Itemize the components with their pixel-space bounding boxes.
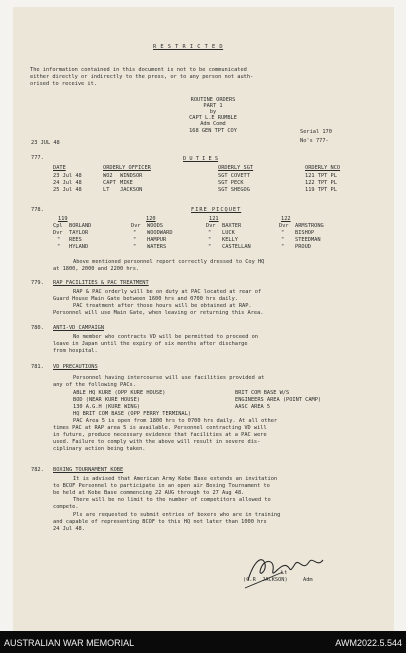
section-777-number: 777. xyxy=(31,155,44,161)
archive-institution: AUSTRALIAN WAR MEMORIAL xyxy=(4,638,135,648)
duty-row-1-sgt: SGT COVETT xyxy=(218,173,250,179)
picquet-r4-name-4: PROUD xyxy=(295,244,311,250)
sec782-line-7: and capable of representing BCOF to this HQ not later than 1000 hrs xyxy=(53,519,267,525)
picquet-r3-rank-4: " xyxy=(281,237,285,243)
duties-col-nco: ORDERLY NCO xyxy=(305,165,341,171)
pac-location-4: HQ BRIT COM BASE (OPP FERRY TERMINAL) xyxy=(73,411,191,417)
pac-location-6: ENGINEERS AREA (POINT CAMP) xyxy=(235,397,322,403)
picquet-r4-rank-1: " xyxy=(57,244,61,250)
picquet-r1-rank-2: Dvr xyxy=(131,223,141,229)
duty-row-2-nco: 122 TPT PL xyxy=(305,180,337,186)
section-782-heading: BOXING TOURNAMENT KOBE xyxy=(53,467,124,473)
picquet-r1-rank-4: Dvr xyxy=(279,223,289,229)
picquet-text-1: Above mentioned personnel report correctly dressed to Coy HQ xyxy=(73,259,265,265)
title-by: by xyxy=(209,109,217,115)
sec782-line-8: 24 Jul 48. xyxy=(53,526,85,532)
duties-col-officer: ORDERLY OFFICER xyxy=(103,165,151,171)
picquet-r2-rank-2: " xyxy=(133,230,137,236)
section-778-number: 778. xyxy=(31,207,44,213)
picquet-r2-rank-4: " xyxy=(281,230,285,236)
duty-row-1-date: 23 Jul 48 xyxy=(53,173,82,179)
sec782-line-2: to BCOF Personnel to participate in an open air Boxing Tournament to xyxy=(53,483,270,489)
duty-row-3-sgt: SGT SHEGOG xyxy=(218,187,250,193)
picquet-platoon-121: 121 xyxy=(209,216,219,222)
duties-col-date: DATE xyxy=(53,165,66,171)
picquet-r3-name-1: REES xyxy=(69,237,82,243)
sec781-line-3: in future, produce necessary evidence that facilities at a PAC were xyxy=(53,432,267,438)
sec781-intro-2: any of the following PACs. xyxy=(53,382,136,388)
duty-row-3-officer: JACKSON xyxy=(120,187,143,193)
title-officer: CAPT L.E RUMBLE xyxy=(189,115,237,121)
title-adm-comd: Adm Comd xyxy=(200,121,226,127)
duty-row-2-rank: CAPT xyxy=(103,180,116,186)
duty-row-2-sgt: SGT PECK xyxy=(218,180,244,186)
duty-row-1-rank: WO2 xyxy=(103,173,113,179)
sec780-line-1: No member who contracts VD will be permitted to proceed on xyxy=(73,334,258,340)
signatory-rank: Lt xyxy=(281,570,288,576)
title-routine-orders: ROUTINE ORDERS xyxy=(190,97,236,103)
archive-reference: AWM2022.5.544 xyxy=(335,638,402,648)
sec780-line-3: from hospital. xyxy=(53,348,98,354)
sec782-line-5: compete. xyxy=(53,504,79,510)
order-numbers: No's 777- xyxy=(300,138,329,144)
section-780-heading: ANTI-VD CAMPAIGN xyxy=(53,325,105,331)
duty-row-2-officer: MIKE xyxy=(120,180,133,186)
duty-row-3-rank: LT xyxy=(103,187,110,193)
picquet-platoon-120: 120 xyxy=(146,216,156,222)
title-unit: 168 GEN TPT COY xyxy=(189,128,237,134)
section-779-number: 779. xyxy=(31,280,44,286)
picquet-r2-rank-1: Dvr xyxy=(53,230,63,236)
duty-row-2-date: 24 Jul 48 xyxy=(53,180,82,186)
picquet-r3-name-4: STEEDMAN xyxy=(295,237,321,243)
pac-location-1: ABLE HQ KURE (OPP KURE HOUSE) xyxy=(73,390,166,396)
section-778-heading: FIRE PICQUET xyxy=(191,207,242,213)
signatory-role: Adm xyxy=(303,577,313,583)
picquet-r4-rank-3: " xyxy=(208,244,212,250)
sec782-line-6: Pls are requested to submit entries of boxers who are in training xyxy=(73,512,281,518)
picquet-r2-name-1: TAYLOR xyxy=(69,230,89,236)
picquet-r4-rank-4: " xyxy=(281,244,285,250)
picquet-r1-name-3: BAXTER xyxy=(222,223,242,229)
notice-line-2: either directly or indirectly to the press, or to any person not auth- xyxy=(30,74,254,80)
picquet-r3-rank-3: " xyxy=(208,237,212,243)
sec781-line-1: PAC Area 5 is open from 1800 hrs to 0700 hrs daily. At all other xyxy=(73,418,278,424)
sec779-line-3: PAC treatment after those hours will be obtained at RAP. xyxy=(73,303,252,309)
picquet-r3-name-3: KELLY xyxy=(222,237,238,243)
picquet-platoon-119: 119 xyxy=(58,216,68,222)
sec781-intro-1: Personnel having intercourse will use facilities provided at xyxy=(73,375,265,381)
picquet-r4-name-3: CASTELLAN xyxy=(222,244,251,250)
duties-col-sgt: ORDERLY SGT xyxy=(218,165,254,171)
picquet-r1-name-1: BORLAND xyxy=(69,223,92,229)
sec780-line-2: leave in Japan until the expiry of six months after discharge xyxy=(53,341,248,347)
pac-location-3: 130 A.G.H (KURE WING) xyxy=(73,404,140,410)
picquet-r4-name-1: HYLAND xyxy=(69,244,89,250)
picquet-r2-name-2: WOODWARD xyxy=(147,230,173,236)
sec779-line-4: Personnel will use Main Gate, when leaving or returning this Area. xyxy=(53,310,264,316)
picquet-r2-name-3: LUCK xyxy=(222,230,235,236)
picquet-r3-rank-1: " xyxy=(57,237,61,243)
duty-row-1-officer: WINDSOR xyxy=(120,173,143,179)
handwritten-signature xyxy=(243,550,333,590)
picquet-platoon-122: 122 xyxy=(281,216,291,222)
pac-location-5: BRIT COM BASE W/S xyxy=(235,390,290,396)
picquet-r1-name-2: WOODS xyxy=(147,223,163,229)
picquet-text-2: at 1800, 2000 and 2200 hrs. xyxy=(53,266,140,272)
picquet-r4-rank-2: " xyxy=(133,244,137,250)
sec781-line-2: times PAC at RAP area 5 is available. Personnel contracting VD will xyxy=(53,425,267,431)
picquet-r3-rank-2: " xyxy=(133,237,137,243)
picquet-r1-rank-3: Dvr xyxy=(206,223,216,229)
picquet-r1-rank-1: Cpl xyxy=(53,223,63,229)
section-782-number: 782. xyxy=(31,467,44,473)
picquet-r2-name-4: BISHOP xyxy=(295,230,315,236)
serial-number: Serial 170 xyxy=(300,129,332,135)
pac-location-7: AASC AREA 5 xyxy=(235,404,271,410)
sec781-line-4: used. Failure to comply with the above will result in severe dis- xyxy=(53,439,261,445)
signatory-name: (G.R JACKSON) xyxy=(243,577,288,583)
picquet-r4-name-2: WATERS xyxy=(147,244,167,250)
sec782-line-1: It is advised that American Army Kobe Base extends an invitation xyxy=(73,476,278,482)
title-part: PART 1 xyxy=(203,103,223,109)
section-780-number: 780. xyxy=(31,325,44,331)
sec782-line-4: There will be no limit to the number of competitors allowed to xyxy=(73,497,271,503)
order-date: 23 JUL 48 xyxy=(31,140,60,146)
duty-row-1-nco: 121 TPT PL xyxy=(305,173,337,179)
section-781-heading: VD PRECAUTIONS xyxy=(53,364,98,370)
document-page xyxy=(13,7,394,631)
section-777-heading: D U T I E S xyxy=(183,156,219,162)
sec782-line-3: be held at Kobe Base commencing 22 AUG through to 27 Aug 48. xyxy=(53,490,245,496)
picquet-r2-rank-3: " xyxy=(208,230,212,236)
duty-row-3-date: 25 Jul 48 xyxy=(53,187,82,193)
notice-line-1: The information contained in this document is not to be communicated xyxy=(30,67,247,73)
picquet-r1-name-4: ARMSTRONG xyxy=(295,223,324,229)
sec779-line-2: Guard House Main Gate between 1600 hrs and 0700 hrs daily. xyxy=(53,296,238,302)
section-779-heading: RAP FACILITIES & PAC TREATMENT xyxy=(53,280,149,286)
pac-location-2: BOD (NEAR KURE HOUSE) xyxy=(73,397,140,403)
classification-heading: R E S T R I C T E D xyxy=(153,44,224,50)
archive-caption-bar xyxy=(0,631,406,653)
sec781-line-5: ciplinary action being taken. xyxy=(53,446,146,452)
picquet-r3-name-2: HAMPUR xyxy=(147,237,167,243)
notice-line-3: orised to receive it. xyxy=(30,81,97,87)
section-781-number: 781. xyxy=(31,364,44,370)
sec779-line-1: RAP & PAC orderly will be on duty at PAC located at rear of xyxy=(73,289,262,295)
duty-row-3-nco: 119 TPT PL xyxy=(305,187,337,193)
